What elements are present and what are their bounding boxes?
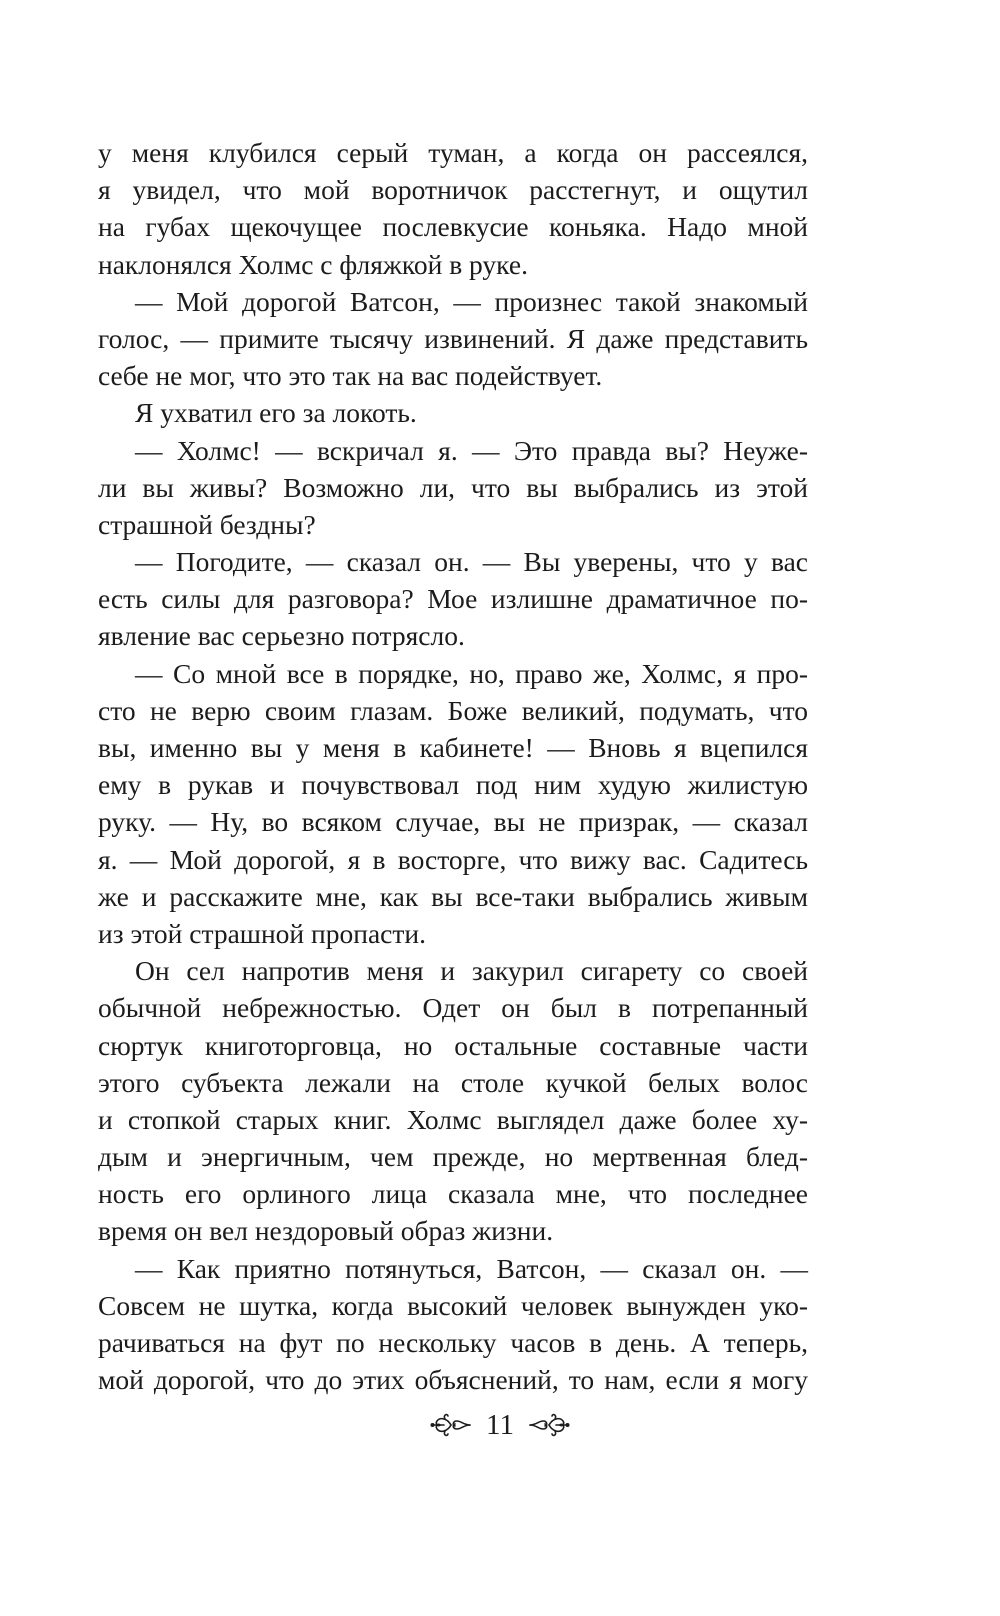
ornament-right-icon <box>528 1412 570 1438</box>
page-footer <box>0 1400 1000 1450</box>
text-line: этого субъекта лежали на столе кучкой белых волос <box>98 1066 808 1098</box>
text-line: на губах щекочущее послевкусие коньяка. Надо мной <box>98 211 808 243</box>
ornament-left-icon <box>430 1412 472 1438</box>
text-line: — Холмс! — вскричал я. — Это правда вы? Неуже- <box>135 434 808 466</box>
text-line: рачиваться на фут по нескольку часов в день. А теперь, <box>98 1327 808 1358</box>
text-line: же и расскажите мне, как вы все-таки выбрались живым <box>98 880 808 912</box>
text-line: ность его орлиного лица сказала мне, что последнее <box>98 1178 808 1210</box>
text-line: явление вас серьезно потрясло. <box>98 620 465 652</box>
text-line: я. — Мой дорогой, я в восторге, что вижу вас. Садитесь <box>98 843 808 875</box>
text-line: из этой страшной пропасти. <box>98 917 426 949</box>
text-line: ему в рукав и почувствовал под ним худую жилистую <box>98 769 808 801</box>
text-line: Я ухватил его за локоть. <box>135 397 417 429</box>
text-line: — Погодите, — сказал он. — Вы уверены, что у вас <box>135 546 808 578</box>
text-line: наклонялся Холмс с фляжкой в руке. <box>98 248 528 280</box>
text-line: и стопкой старых книг. Холмс выглядел даже более ху- <box>98 1103 808 1135</box>
text-line: себе не мог, что это так на вас подействует. <box>98 360 603 392</box>
text-line: голос, — примите тысячу извинений. Я даже представить <box>98 322 808 354</box>
text-line: время он вел нездоровый образ жизни. <box>98 1215 554 1247</box>
text-line: — Как приятно потянуться, Ватсон, — сказал он. — <box>135 1252 808 1284</box>
text-line: обычной небрежностью. Одет он был в потрепанный <box>98 992 808 1024</box>
text-line: сто не верю своим глазам. Боже великий, подумать, что <box>98 694 808 726</box>
text-line: — Мой дорогой Ватсон, — произнес такой знакомый <box>135 285 808 317</box>
text-line: сюртук книготорговца, но остальные составные части <box>98 1029 808 1061</box>
text-line: вы, именно вы у меня в кабинете! — Вновь я вцепился <box>98 732 808 763</box>
text-line: руку. — Ну, во всяком случае, вы не призрак, — сказал <box>98 806 808 838</box>
text-line: Он сел напротив меня и закурил сигарету со своей <box>135 955 808 987</box>
text-line: мой дорогой, что до этих объяснений, то нам, если я могу <box>98 1364 808 1396</box>
text-line: ли вы живы? Возможно ли, что вы выбрались из этой <box>98 471 808 503</box>
text-line: есть силы для разговора? Мое излишне драматичное по- <box>98 583 808 615</box>
text-line: я увидел, что мой воротничок расстегнут, и ощутил <box>98 174 808 206</box>
text-line: Совсем не шутка, когда высокий человек вынужден уко- <box>98 1289 808 1321</box>
text-line: страшной бездны? <box>98 508 316 540</box>
text-line: дым и энергичным, чем прежде, но мертвенная блед- <box>98 1141 808 1173</box>
body-text <box>98 134 808 1398</box>
page-number: 11 <box>486 1408 514 1441</box>
text-line: у меня клубился серый туман, а когда он рассеялся, <box>98 137 808 168</box>
text-line: — Со мной все в порядке, но, право же, Холмс, я про- <box>135 657 808 689</box>
